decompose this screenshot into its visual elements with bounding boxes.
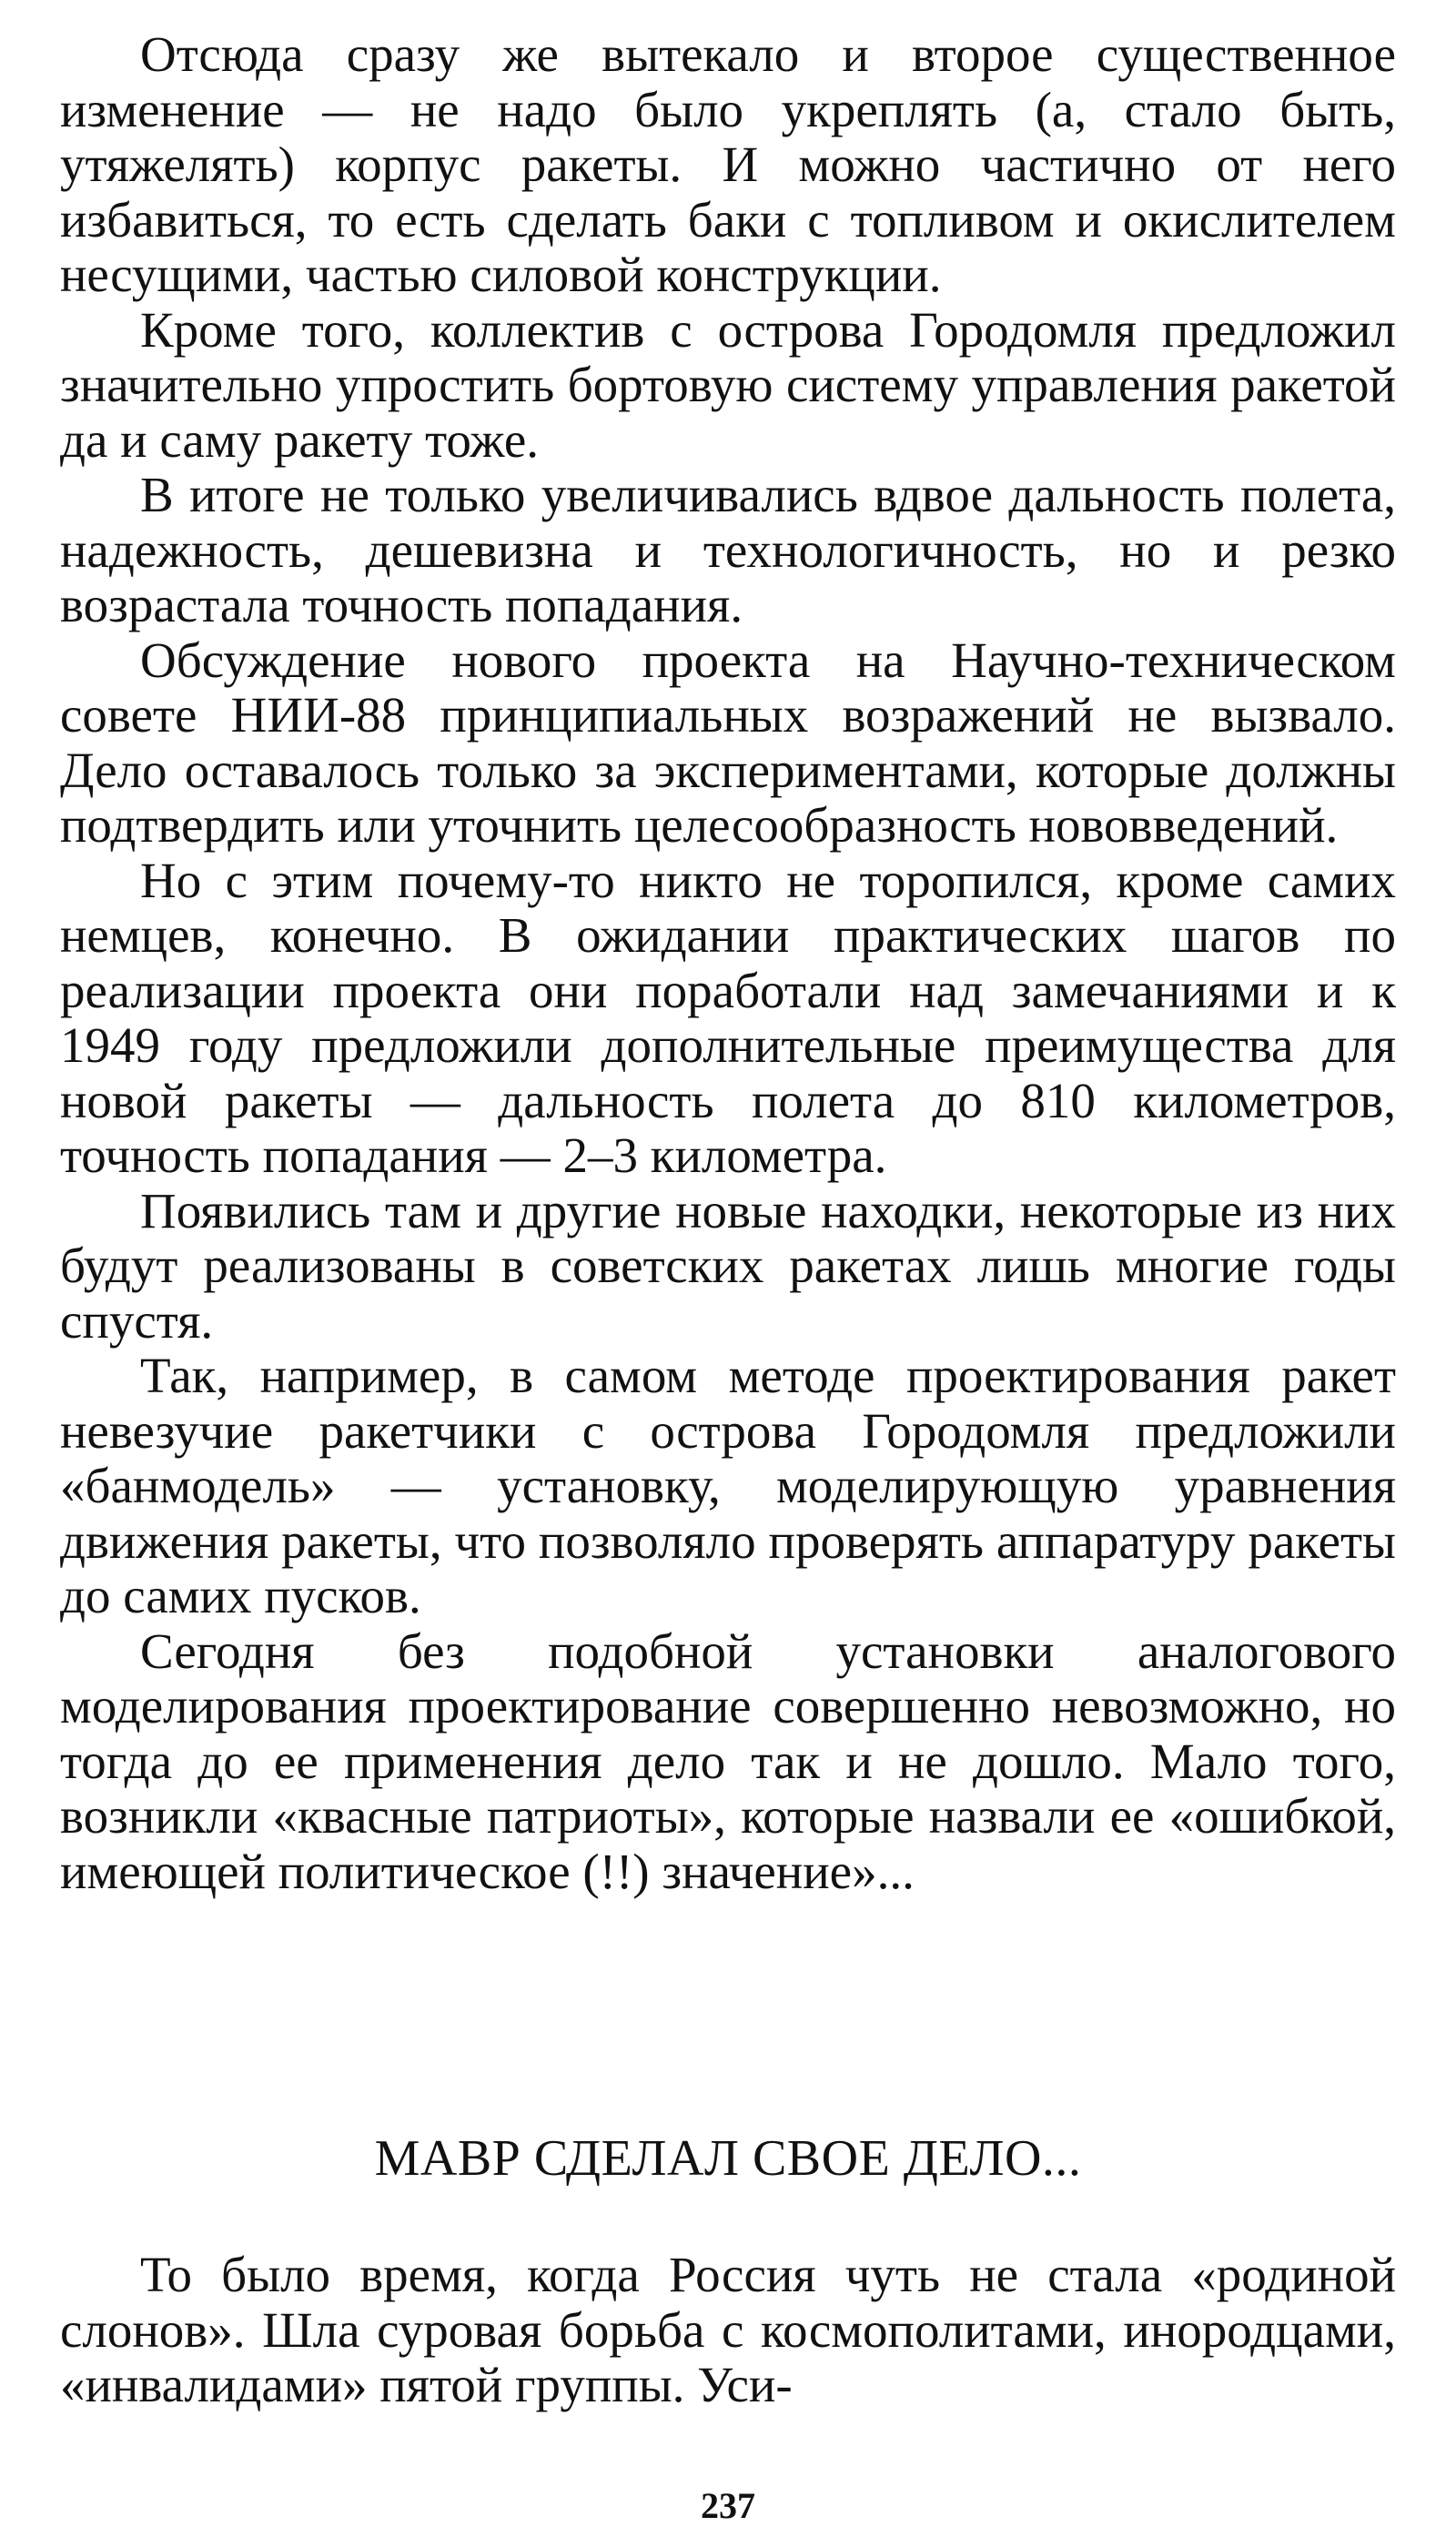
paragraph-3: В итоге не только увеличивались вдвое дальность полета, надежность, дешевизна и технологичность, но и резко возрастала точность попадания. xyxy=(60,467,1396,632)
paragraph-5: Но с этим почему-то никто не торопился, кроме самих немцев, конечно. В ожидании практических шагов по реализации проекта они поработали над замечаниями и к 1949 году предложили дополнительные преимущества для новой ракеты — дальность полета до 810 километров, точность попадания — 2–3 километра. xyxy=(60,852,1396,1183)
paragraph-2: Кроме того, коллектив с острова Городомля предложил значительно упростить бортовую систему управления ракетой да и саму ракету тоже. xyxy=(60,301,1396,468)
page-number: 237 xyxy=(701,2485,755,2526)
section-heading: МАВР СДЕЛАЛ СВОЕ ДЕЛО... xyxy=(374,2130,1082,2187)
section-text xyxy=(60,2248,1396,2413)
paragraph-6: Появились там и другие новые находки, некоторые из них будут реализованы в советских ракетах лишь многие годы спустя. xyxy=(60,1182,1396,1349)
paragraph-after-heading: То было время, когда Россия чуть не стала «родиной слонов». Шла суровая борьба с космополитами, инородцами, «инвалидами» пятой группы. Уси- xyxy=(60,2247,1396,2412)
main-text xyxy=(60,27,1396,1899)
paragraph-8: Сегодня без подобной установки аналогового моделирования проектирование совершенно невозможно, но тогда до ее применения дело так и не дошло. Мало того, возникли «квасные патриоты», которые назвали ее «ошибкой, имеющей политическое (!!) значение»... xyxy=(60,1622,1396,1899)
book-page xyxy=(60,26,1396,2526)
paragraph-7: Так, например, в самом методе проектирования ракет невезучие ракетчики с острова Городомля предложили «банмодель» — установку, моделирующую уравнения движения ракеты, что позволяло проверять аппаратуру ракеты до самих пусков. xyxy=(60,1348,1396,1623)
paragraph-4: Обсуждение нового проекта на Научно-техническом совете НИИ-88 принципиальных возражений не вызвало. Дело оставалось только за экспериментами, которые должны подтвердить или уточнить целесообразность нововведений. xyxy=(60,632,1396,853)
paragraph-1: Отсюда сразу же вытекало и второе существенное изменение — не надо было укреплять (а, стало быть, утяжелять) корпус ракеты. И можно частично от него избавиться, то есть сделать баки с топливом и окислителем несущими, частью силовой конструкции. xyxy=(60,26,1396,302)
